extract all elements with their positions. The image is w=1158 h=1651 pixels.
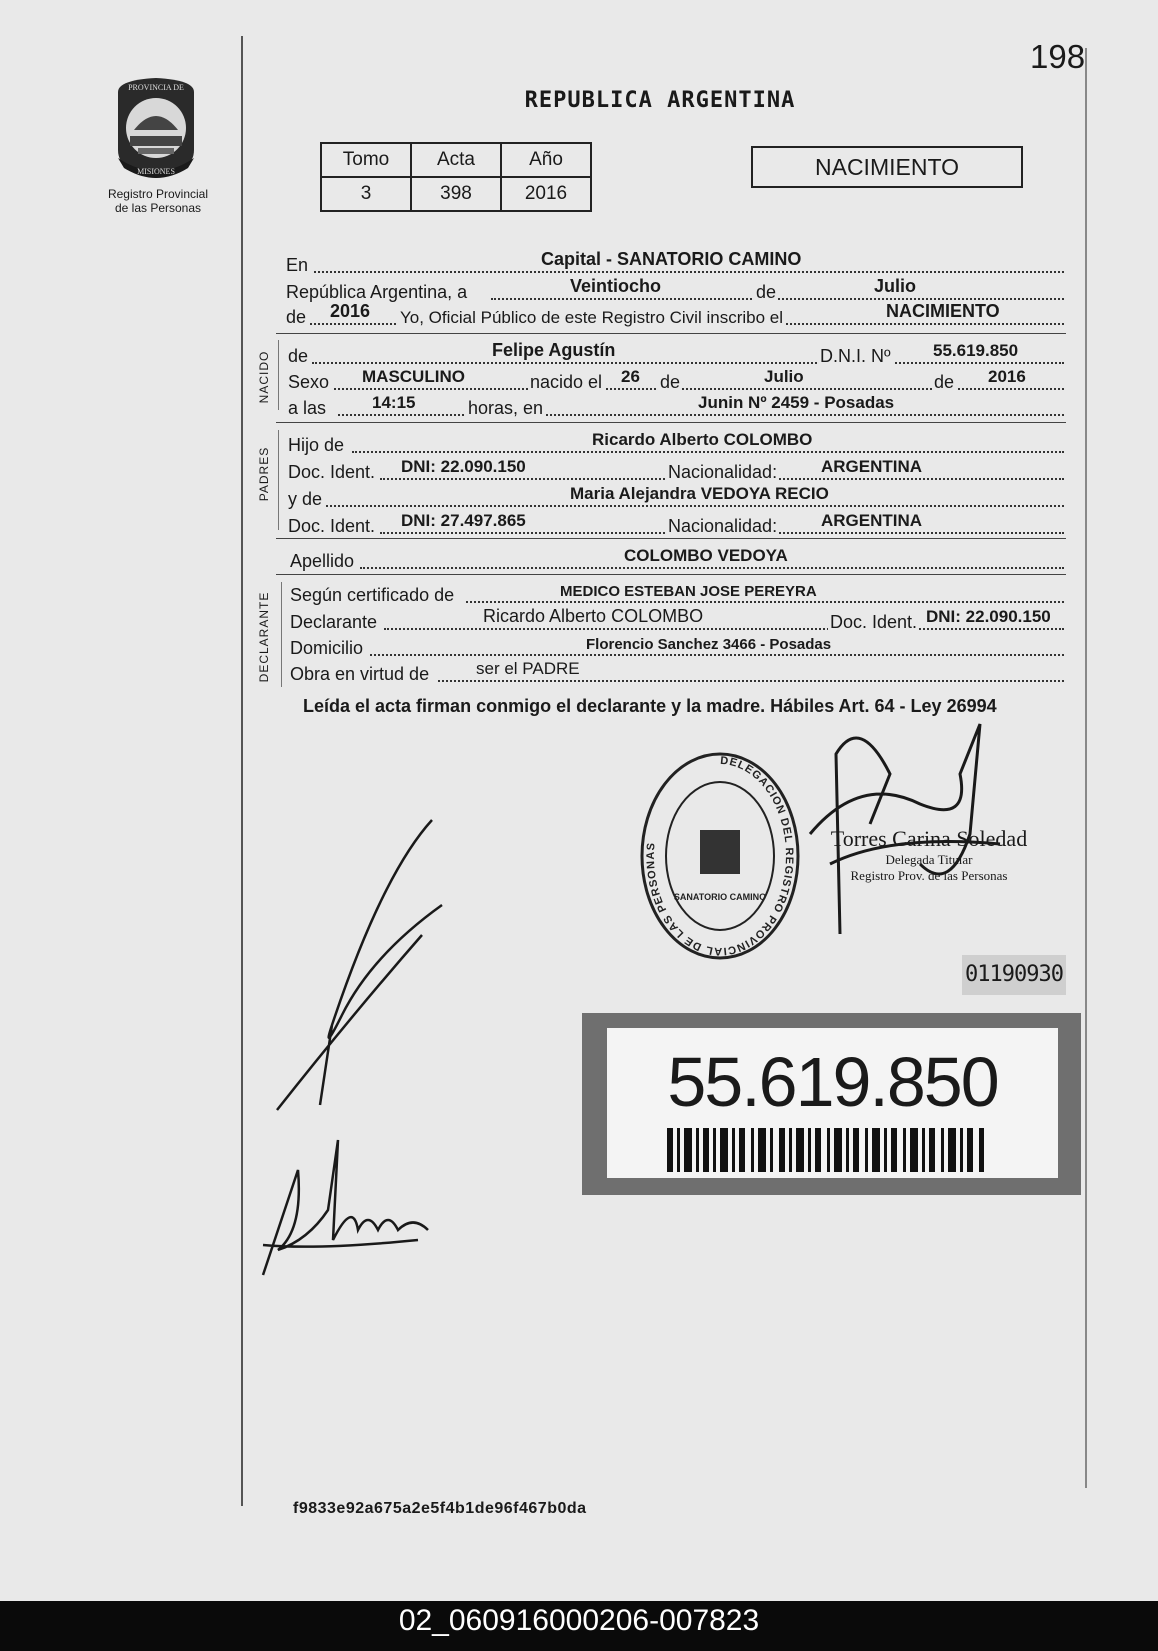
declarant-address: Florencio Sanchez 3466 - Posadas [586, 636, 832, 653]
mother-doc: DNI: 27.497.865 [401, 511, 526, 530]
father-doc: DNI: 22.090.150 [401, 457, 526, 476]
registry-table [320, 142, 592, 212]
svg-text:DELEGACION DEL REGISTRO PROVIN: DELEGACION DEL REGISTRO PROVINCIAL DE LAS PERSONAS [644, 754, 796, 958]
acta-header: Acta [411, 143, 501, 177]
child-name: Felipe Agustín [492, 340, 616, 360]
child-dni: 55.619.850 [933, 341, 1019, 360]
closing-statement: Leída el acta firman conmigo el declarante y la madre. Hábiles Art. 64 - Ley 26994 [303, 696, 997, 716]
declarant-name: Ricardo Alberto COLOMBO [483, 606, 704, 626]
anio-value: 2016 [501, 177, 591, 211]
birth-day: 26 [621, 367, 640, 386]
declarant-signature [272, 815, 452, 1115]
intro-date-row: República Argentina, a Veintiocho de Julio [286, 277, 1064, 303]
registration-year: 2016 [330, 301, 371, 321]
official-stamp [638, 750, 802, 962]
sticker-dni-number: 55.619.850 [667, 1043, 998, 1121]
act-type-box: NACIMIENTO [751, 146, 1023, 188]
birth-registration-place: Capital - SANATORIO CAMINO [541, 249, 802, 269]
section-label-declarante: DECLARANTE [257, 591, 271, 683]
svg-text:MISIONES: MISIONES [137, 167, 175, 176]
child-sex: MASCULINO [362, 367, 465, 386]
surname: COLOMBO VEDOYA [624, 546, 788, 565]
birth-year: 2016 [988, 367, 1026, 386]
father-doc-row: Doc. Ident. DNI: 22.090.150 Nacionalidad: ARGENTINA [288, 457, 1064, 483]
obra-row: Obra en virtud de ser el PADRE [290, 659, 1064, 685]
nacido-name-row: de Felipe Agustín D.N.I. Nº 55.619.850 [288, 341, 1064, 367]
official-name: Torres Carina Soledad [830, 826, 1028, 851]
birth-month: Julio [764, 367, 804, 386]
tomo-header: Tomo [321, 143, 411, 177]
nacido-sexo-row: Sexo MASCULINO nacido el 26 de Julio de 2016 [288, 367, 1064, 393]
registration-month: Julio [874, 276, 917, 296]
left-margin-rule [241, 36, 243, 1506]
barcode-icon [667, 1128, 987, 1172]
medical-certifier: MEDICO ESTEBAN JOSE PEREYRA [560, 583, 817, 600]
tomo-value: 3 [321, 177, 411, 211]
official-name-block [824, 826, 1034, 884]
intro-place-row: En Capital - SANATORIO CAMINO [286, 250, 1064, 276]
inscribo-type: NACIMIENTO [886, 301, 1000, 321]
page-number: 198 [1030, 38, 1086, 75]
certificado-row: Según certificado de MEDICO ESTEBAN JOSE PEREYRA [290, 580, 1064, 606]
provincial-seal-icon [108, 72, 204, 182]
svg-text:PROVINCIA DE: PROVINCIA DE [128, 83, 184, 92]
serial-number: 01190930 [962, 955, 1066, 995]
page-title: REPUBLICA ARGENTINA [524, 88, 796, 113]
birth-hour: 14:15 [372, 393, 416, 412]
declarante-row: Declarante Ricardo Alberto COLOMBO Doc. Ident. DNI: 22.090.150 [290, 607, 1064, 633]
mother-name: Maria Alejandra VEDOYA RECIO [570, 484, 829, 503]
intro-oficial-row: de 2016 Yo, Oficial Público de este Registro Civil inscribo el NACIMIENTO [286, 302, 1064, 328]
official-role: Delegada Titular [885, 852, 973, 867]
shield-icon [700, 830, 740, 874]
mother-doc-row: Doc. Ident. DNI: 27.497.865 Nacionalidad: ARGENTINA [288, 511, 1064, 537]
anio-header: Año [501, 143, 591, 177]
father-nationality: ARGENTINA [821, 457, 923, 476]
nacido-hour-row: a las 14:15 horas, en Junin Nº 2459 - Posadas [288, 393, 1064, 419]
day-words: Veintiocho [570, 276, 662, 296]
document-hash: f9833e92a675a2e5f4b1de96f467b0da [293, 1500, 587, 1517]
official-office: Registro Prov. de las Personas [850, 868, 1008, 883]
father-name: Ricardo Alberto COLOMBO [592, 430, 813, 449]
declarant-doc: DNI: 22.090.150 [926, 607, 1051, 626]
father-row: Hijo de Ricardo Alberto COLOMBO [288, 430, 1064, 456]
seal-caption: Registro Provincial de las Personas [107, 187, 209, 215]
right-margin-rule [1085, 48, 1087, 1488]
footer-id: 02_060916000206-007823 [398, 1604, 760, 1637]
dni-sticker [582, 1013, 1081, 1195]
acta-value: 398 [411, 177, 501, 211]
mother-row: y de Maria Alejandra VEDOYA RECIO [288, 484, 1064, 510]
svg-text:SANATORIO CAMINO: SANATORIO CAMINO [673, 892, 767, 902]
declarant-relationship: ser el PADRE [476, 659, 580, 678]
mother-signature [258, 1130, 438, 1280]
domicilio-row: Domicilio Florencio Sanchez 3466 - Posadas [290, 633, 1064, 659]
mother-nationality: ARGENTINA [821, 511, 923, 530]
section-label-padres: PADRES [257, 446, 271, 502]
section-label-nacido: NACIDO [257, 350, 271, 404]
birth-place: Junin Nº 2459 - Posadas [698, 393, 895, 412]
apellido-row: Apellido COLOMBO VEDOYA [290, 546, 1064, 572]
